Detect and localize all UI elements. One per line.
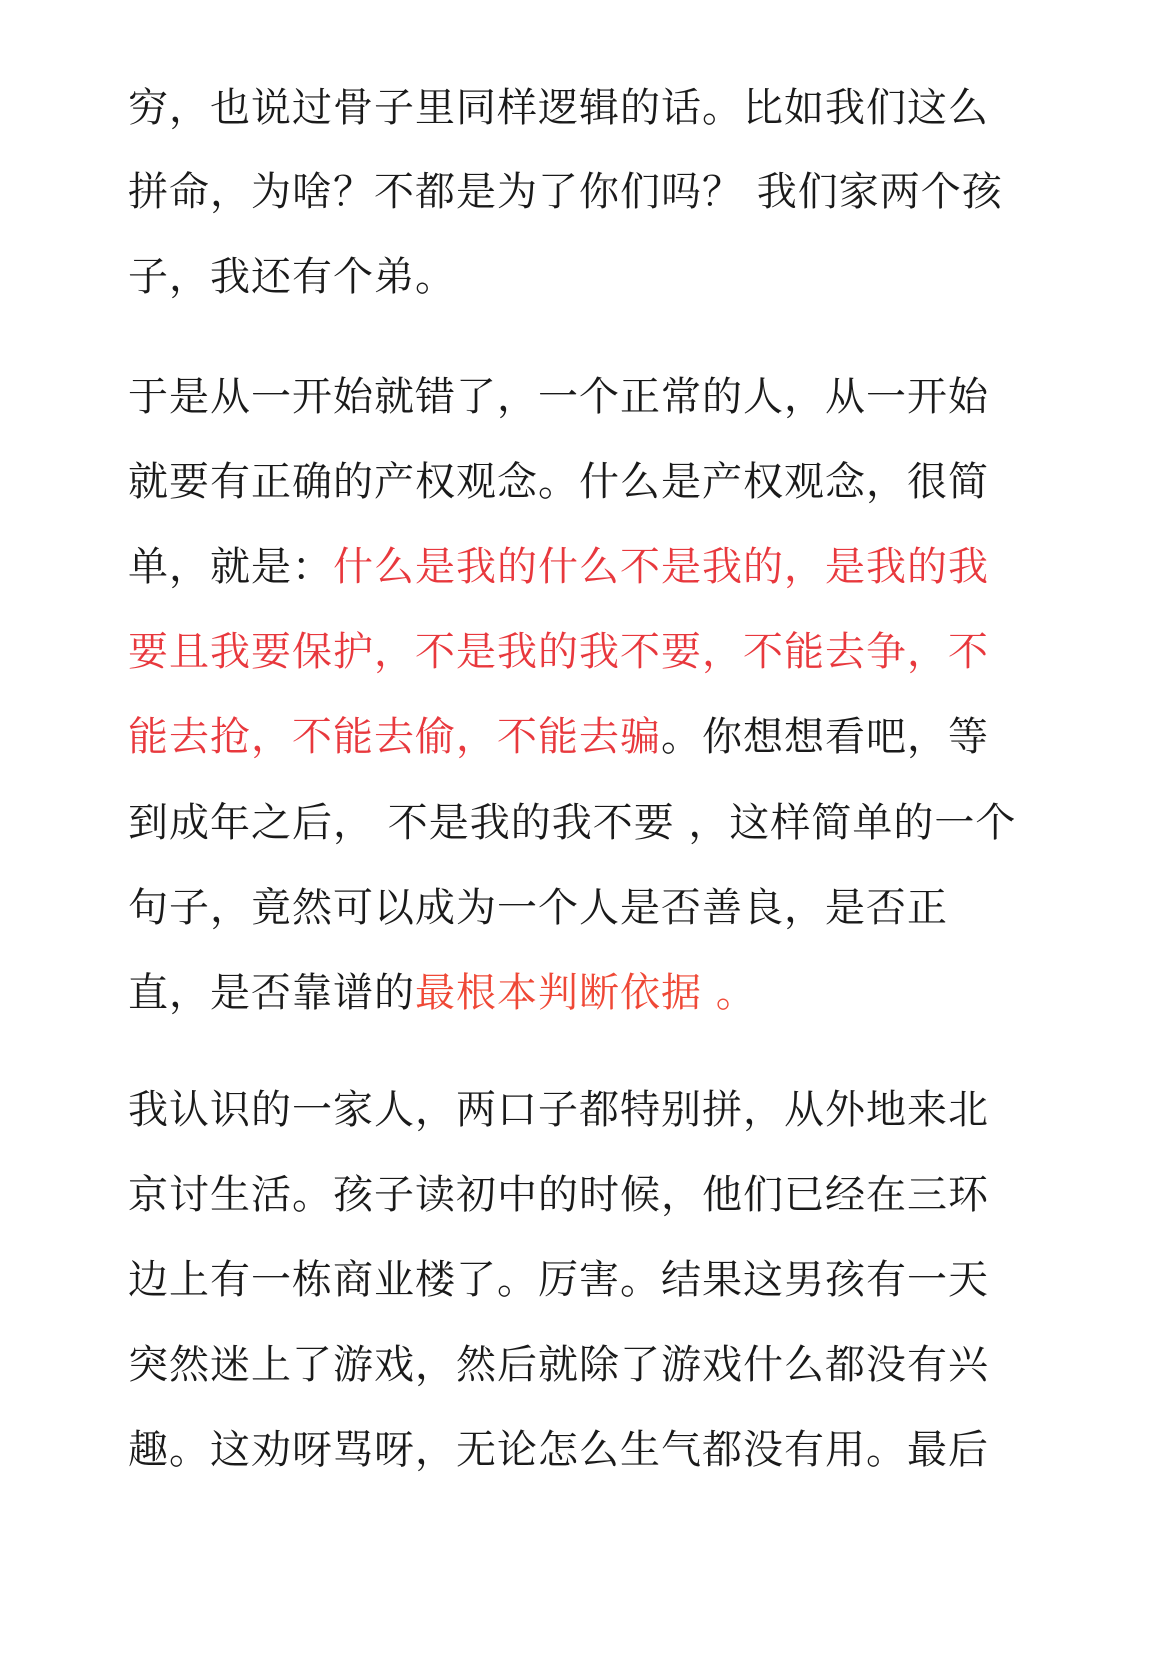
text-line	[128, 1254, 989, 1306]
text-run: 突然迷上了游戏，然后就除了游戏什么都没有兴	[128, 1342, 989, 1388]
text-line	[128, 882, 948, 934]
highlighted-text: 能去抢，不能去偷，不能去骗	[128, 714, 661, 760]
text-run: 京讨生活。孩子读初中的时候，他们已经在三环	[128, 1172, 989, 1218]
text-line	[128, 711, 989, 763]
text-line	[128, 456, 989, 508]
text-run: 到成年之后， 不是我的我不要 ，这样简单的一个	[128, 800, 1017, 846]
text-line	[128, 1339, 989, 1391]
text-run: 穷，也说过骨子里同样逻辑的话。比如我们这么	[128, 85, 989, 131]
text-line	[128, 626, 989, 678]
highlighted-text: 要且我要保护，不是我的我不要，不能去争，不	[128, 629, 989, 675]
text-run: 拼命，为啥？不都是为了你们吗？ 我们家两个孩	[128, 169, 1003, 215]
text-run: 。你想想看吧，等	[661, 714, 989, 760]
text-line	[128, 166, 1003, 218]
text-run: 边上有一栋商业楼了。厉害。结果这男孩有一天	[128, 1257, 989, 1303]
text-line	[128, 967, 757, 1019]
text-run: 句子，竟然可以成为一个人是否善良，是否正	[128, 885, 948, 931]
text-line	[128, 82, 989, 134]
highlighted-text: 最根本判断依据 。	[415, 970, 757, 1016]
text-run: 我认识的一家人，两口子都特别拼，从外地来北	[128, 1087, 989, 1133]
text-run: 趣。这劝呀骂呀，无论怎么生气都没有用。最后	[128, 1427, 989, 1473]
text-run: 直，是否靠谱的	[128, 970, 415, 1016]
text-line	[128, 1424, 989, 1476]
text-line	[128, 541, 989, 593]
highlighted-text: 什么是我的什么不是我的，是我的我	[333, 544, 989, 590]
text-line	[128, 251, 456, 303]
text-run: 于是从一开始就错了，一个正常的人，从一开始	[128, 374, 989, 420]
text-run: 就要有正确的产权观念。什么是产权观念，很简	[128, 459, 989, 505]
text-line	[128, 797, 1016, 849]
text-line	[128, 1169, 989, 1221]
text-run: 子，我还有个弟。	[128, 254, 456, 300]
text-run: 单，就是：	[128, 544, 333, 590]
text-line	[128, 1084, 989, 1136]
text-line	[128, 371, 989, 423]
